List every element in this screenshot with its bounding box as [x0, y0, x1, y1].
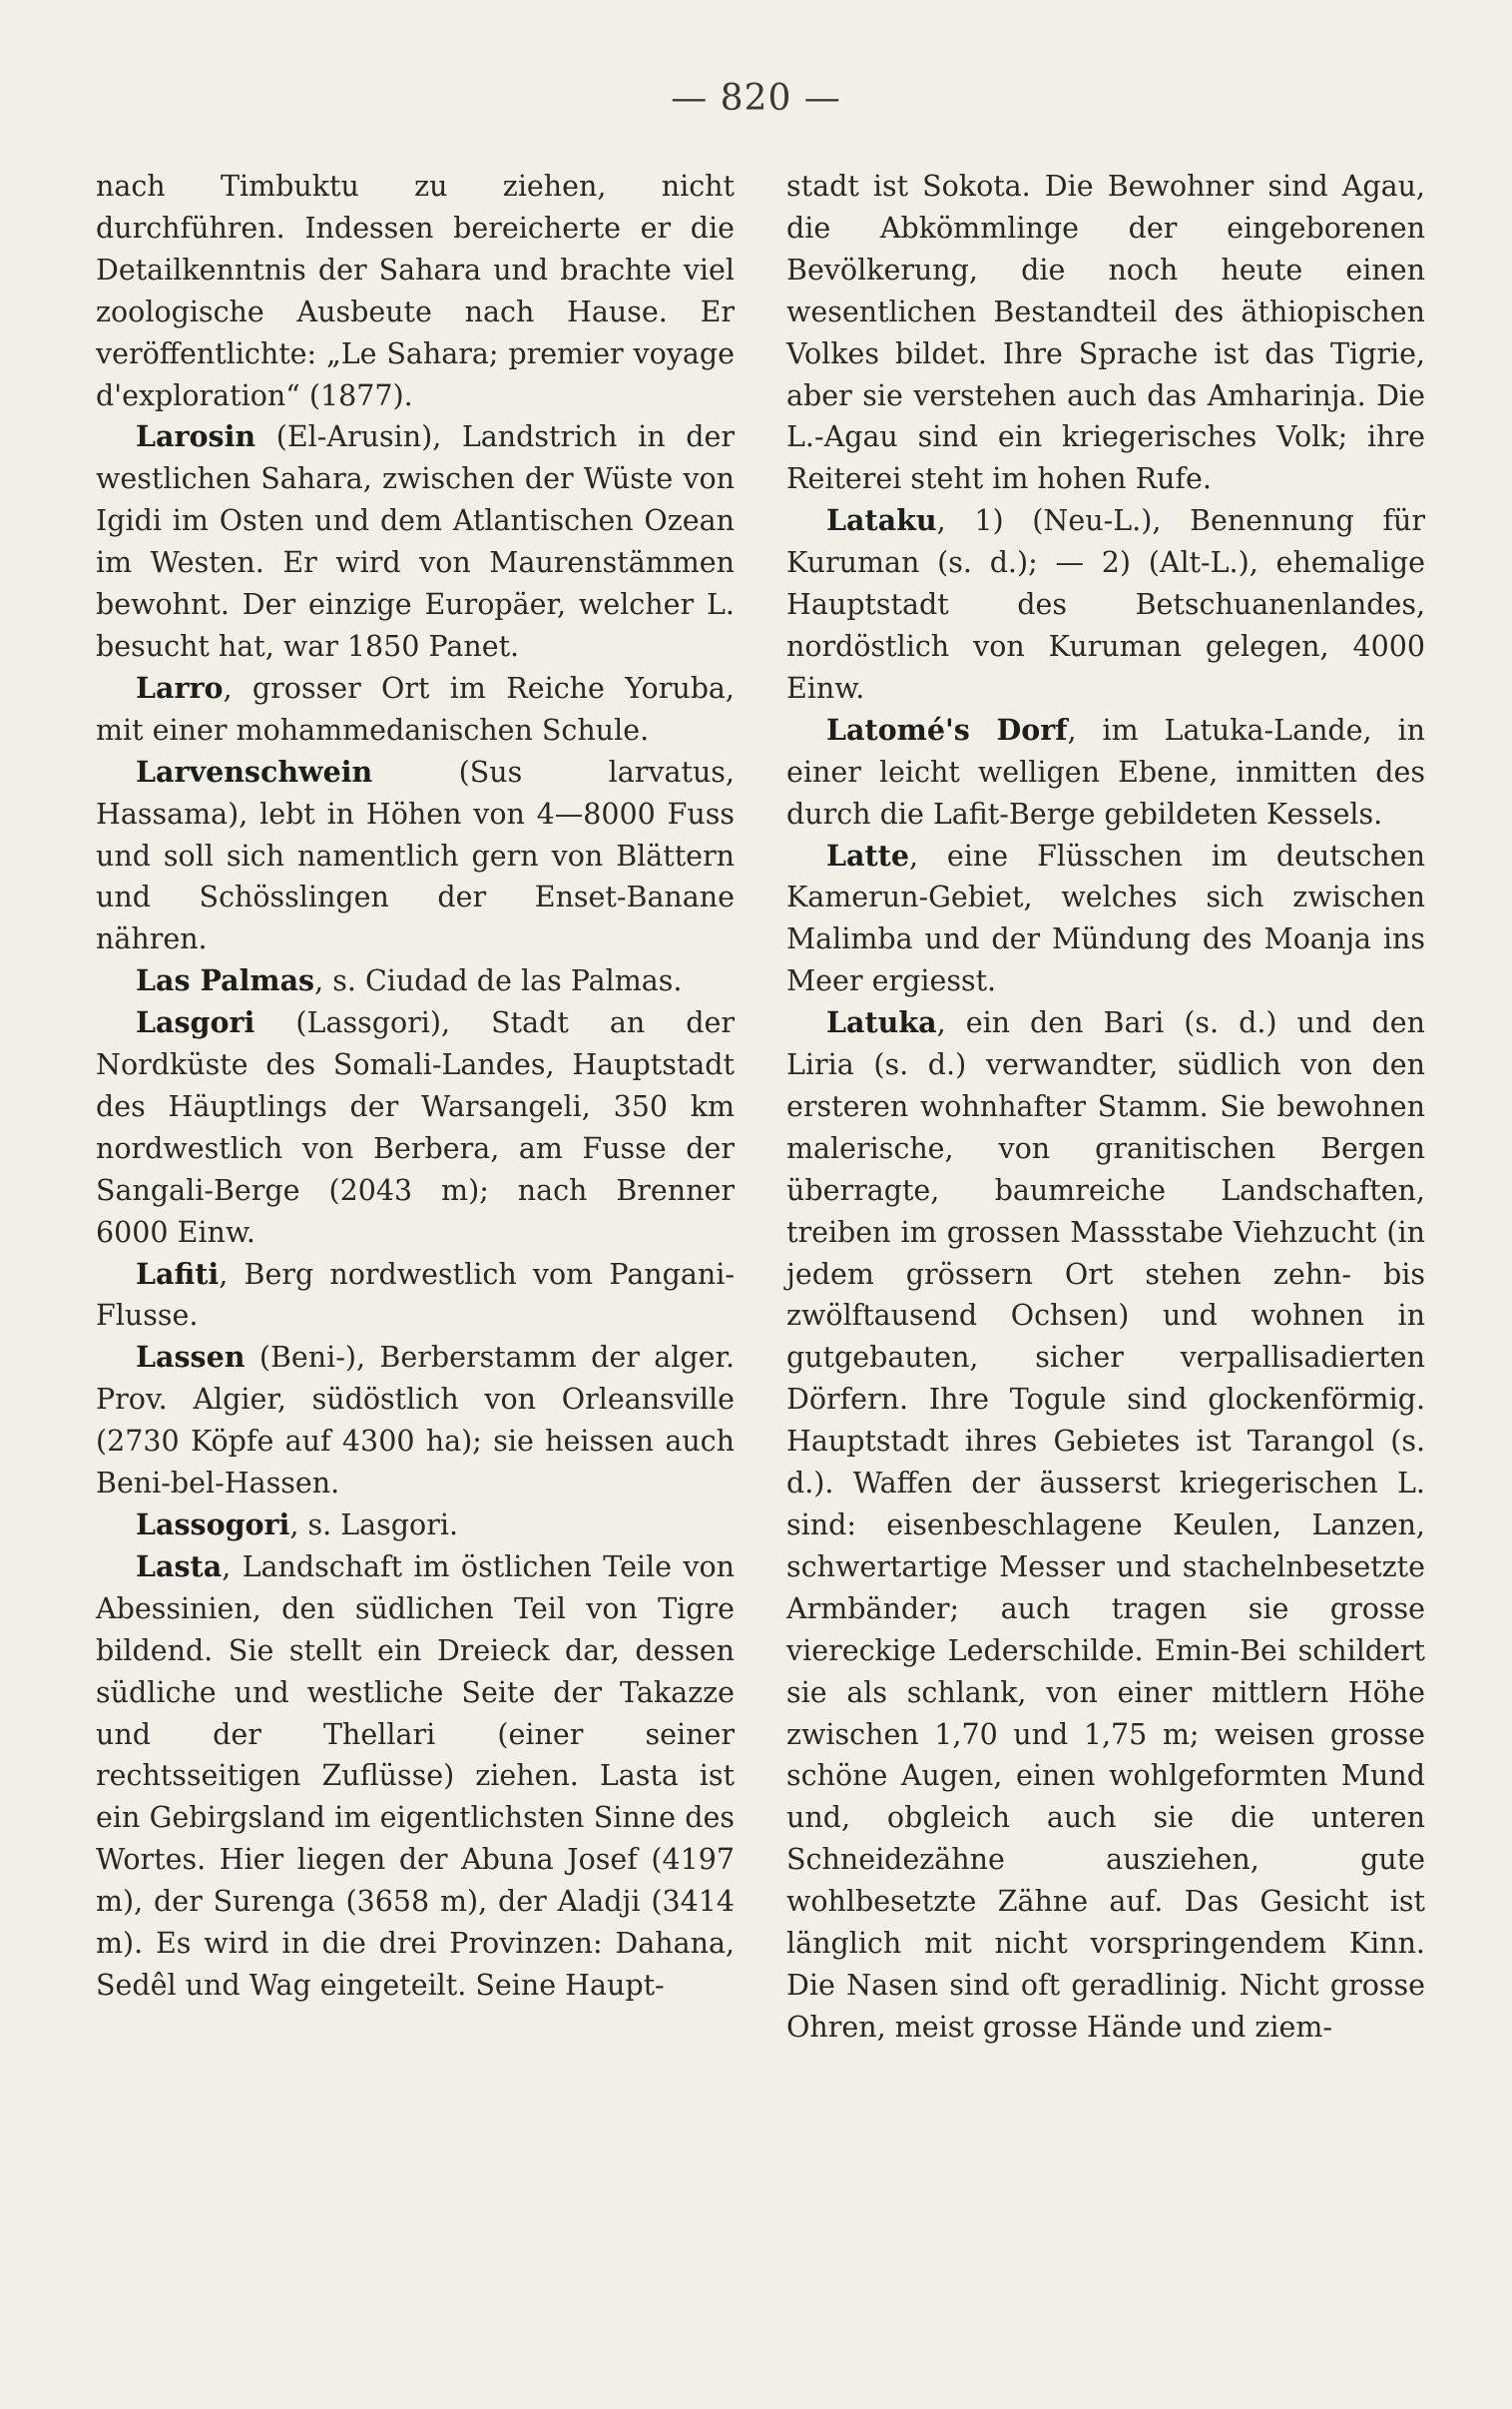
entry-headword: Lassen	[136, 1340, 246, 1375]
entry-larvenschwein	[96, 752, 735, 961]
entry-headword: Latomé's Dorf	[826, 712, 1068, 747]
entry-headword: Lasgori	[136, 1005, 255, 1040]
entry-text: (El-Arusin), Landstrich in der westlichen Sahara, zwischen der Wüste von Igidi im Osten und dem Atlantischen Ozean im Westen. Er wird von Maurenstämmen bewohnt. Der einzige Europäer, welcher L. besucht hat, war 1850 Panet.	[96, 420, 735, 663]
entry-text: , Berg nordwestlich vom Pangani-Flusse.	[96, 1257, 735, 1333]
entry-text: , s. Lasgori.	[289, 1508, 458, 1541]
entry-continuation	[786, 166, 1425, 500]
entry-larosin	[96, 416, 735, 667]
entry-headword: Lafiti	[136, 1256, 220, 1291]
entry-lassen	[96, 1337, 735, 1505]
entry-headword: Lasta	[136, 1548, 223, 1583]
left-column	[96, 166, 735, 2007]
right-column	[786, 166, 1425, 2049]
entry-headword: Las Palmas	[136, 963, 315, 998]
entry-continuation	[96, 166, 735, 416]
entry-headword: Larvenschwein	[136, 754, 373, 789]
entry-lafiti	[96, 1254, 735, 1338]
entry-headword: Lataku	[826, 503, 937, 538]
entry-latte	[786, 836, 1425, 1003]
entry-headword: Larro	[136, 670, 224, 705]
entry-headword: Latte	[826, 838, 909, 873]
entry-text: , Landschaft im östlichen Teile von Abessinien, den südlichen Teil von Tigre bildend. Sie stellt ein Dreieck dar, dessen südliche und westliche Seite der Takazze und der Thellari (einer seiner rechtsseitigen Zuflüsse) ziehen. Lasta ist ein Gebirgsland im eigentlichsten Sinne des Wortes. Hier liegen der Abuna Josef (4197 m), der Surenga (3658 m), der Aladji (3414 m). Es wird in die drei Provinzen: Dahana, Sedêl und Wag eingeteilt. Seine Haupt-	[96, 1549, 735, 2002]
entry-text: , 1) (Neu-L.), Benennung für Kuruman (s. d.); — 2) (Alt-L.), ehemalige Hauptstadt des Betschuanenlandes, nordöstlich von Kuruman gelegen, 4000 Einw.	[786, 504, 1425, 705]
entry-headword: Lassogori	[136, 1507, 290, 1541]
entry-text: , im Latuka-Lande, in einer leicht welligen Ebene, inmitten des durch die Lafit-Berge gebildeten Kessels.	[786, 713, 1425, 831]
page-number: — 820 —	[671, 78, 841, 119]
entry-larro	[96, 668, 735, 752]
entry-text: (Lassgori), Stadt an der Nordküste des Somali-Landes, Hauptstadt des Häuptlings der Warsangeli, 350 km nordwestlich von Berbera, am Fusse der Sangali-Berge (2043 m); nach Brenner 6000 Einw.	[96, 1006, 735, 1249]
entry-lasgori	[96, 1002, 735, 1253]
entry-text: (Beni-), Berberstamm der alger. Prov. Algier, südöstlich von Orleansville (2730 Köpfe auf 4300 ha); sie heissen auch Beni-bel-Hassen.	[96, 1341, 735, 1501]
entry-text: , grosser Ort im Reiche Yoruba, mit einer mohammedanischen Schule.	[96, 671, 735, 747]
entry-latuka	[786, 1002, 1425, 2049]
entry-text: nach Timbuktu zu ziehen, nicht durchführen. Indessen bereicherte er die Detailkenntnis der Sahara und brachte viel zoologische Ausbeute nach Hause. Er veröffentlichte: „Le Sahara; premier voyage d'exploration“ (1877).	[96, 170, 735, 412]
entry-text: stadt ist Sokota. Die Bewohner sind Agau, die Abkömmlinge der eingeborenen Bevölkerung, die noch heute einen wesentlichen Bestandteil des äthiopischen Volkes bildet. Ihre Sprache ist das Tigrie, aber sie verstehen auch das Amharinja. Die L.-Agau sind ein kriegerisches Volk; ihre Reiterei steht im hohen Rufe.	[786, 170, 1425, 496]
entry-text: , ein den Bari (s. d.) und den Liria (s. d.) verwandter, südlich von den ersteren wohnhafter Stamm. Sie bewohnen malerische, von granitischen Bergen überragte, baumreiche Landschaften, treiben im grossen Massstabe Viehzucht (in jedem grössern Ort stehen zehn- bis zwölftausend Ochsen) und wohnen in gutgebauten, sicher verpallisadierten Dörfern. Ihre Togule sind glockenförmig. Hauptstadt ihres Gebietes ist Tarangol (s. d.). Waffen der äusserst kriegerischen L. sind: eisenbeschlagene Keulen, Lanzen, schwertartige Messer und stachelnbesetzte Armbänder; auch tragen sie grosse viereckige Lederschilde. Emin-Bei schildert sie als schlank, von einer mittlern Höhe zwischen 1,70 und 1,75 m; weisen grosse schöne Augen, einen wohlgeformten Mund und, obgleich auch sie die unteren Schneidezähne ausziehen, gute wohlbesetzte Zähne auf. Das Gesicht ist länglich mit nicht vorspringendem Kinn. Die Nasen sind oft geradlinig. Nicht grosse Ohren, meist grosse Hände und ziem-	[786, 1006, 1425, 2044]
entry-headword: Larosin	[136, 419, 256, 454]
entry-lataku	[786, 500, 1425, 710]
entry-latomes-dorf	[786, 710, 1425, 836]
entry-text: , eine Flüsschen im deutschen Kamerun-Gebiet, welches sich zwischen Malimba und der Mündung des Moanja ins Meer ergiesst.	[786, 839, 1425, 998]
entry-text: , s. Ciudad de las Palmas.	[314, 964, 683, 998]
entry-lasta	[96, 1546, 735, 2007]
entry-las-palmas	[96, 960, 735, 1002]
entry-lassogori	[96, 1505, 735, 1546]
entry-text: (Sus larvatus, Hassama), lebt in Höhen von 4—8000 Fuss und soll sich namentlich gern von Blättern und Schösslingen der Enset-Banane nähren.	[96, 755, 735, 956]
entry-headword: Latuka	[826, 1005, 937, 1040]
